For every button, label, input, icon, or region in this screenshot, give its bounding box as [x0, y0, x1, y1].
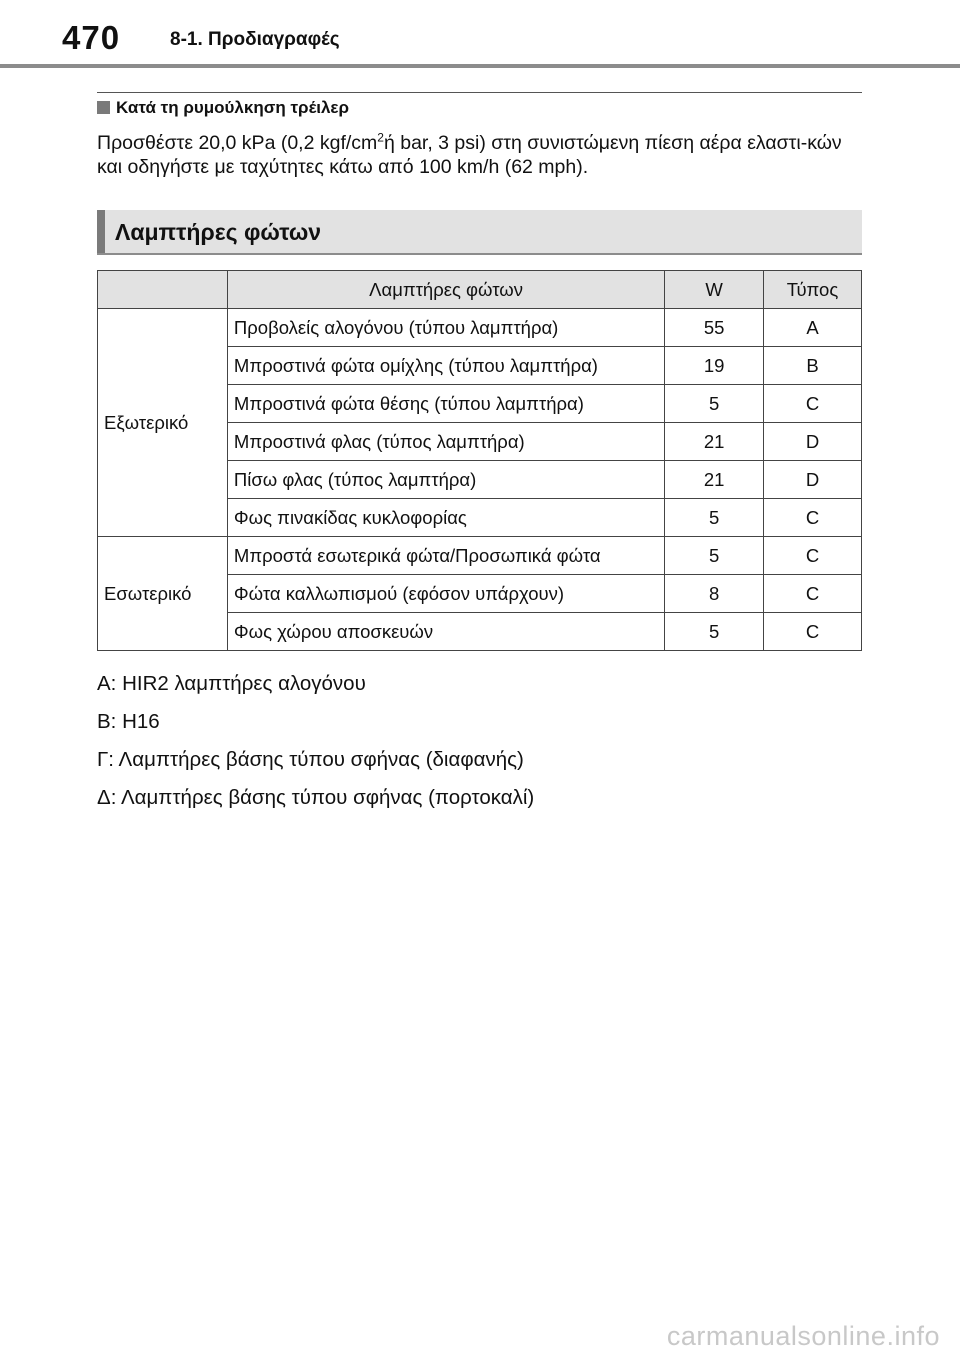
type-cell: D: [764, 423, 862, 461]
bulbs-table: [97, 270, 862, 651]
watts-cell: 5: [665, 385, 764, 423]
header-cell-bulbs: Λαμπτήρες φώτων: [227, 271, 664, 309]
type-cell: D: [764, 461, 862, 499]
subsection-heading: [97, 97, 349, 119]
note-d: Δ: Λαμπτήρες βάσης τύπου σφήνας (πορτοκαλί): [97, 786, 535, 809]
square-bullet-icon: [97, 101, 110, 114]
section-title: 8-1. Προδιαγραφές: [170, 29, 340, 50]
table-row: [98, 309, 862, 347]
type-cell: C: [764, 575, 862, 613]
table-header-row: [98, 271, 862, 309]
subsection-rule: [97, 92, 862, 93]
header-cell-watts: W: [665, 271, 764, 309]
bulb-name-cell: Φως πινακίδας κυκλοφορίας: [227, 499, 664, 537]
type-cell: C: [764, 385, 862, 423]
watts-cell: 21: [665, 461, 764, 499]
bulb-name-cell: Μπροστινά φλας (τύπος λαμπτήρα): [227, 423, 664, 461]
note-c: Γ: Λαμπτήρες βάσης τύπου σφήνας (διαφανής): [97, 748, 524, 771]
note-a: A: HIR2 λαμπτήρες αλογόνου: [97, 672, 366, 695]
watts-cell: 5: [665, 537, 764, 575]
watts-cell: 21: [665, 423, 764, 461]
header-cell-empty: [98, 271, 228, 309]
banner-title: Λαμπτήρες φώτων: [115, 219, 322, 245]
bulb-name-cell: Μπροστινά φώτα θέσης (τύπου λαμπτήρα): [227, 385, 664, 423]
bulb-name-cell: Φως χώρου αποσκευών: [227, 613, 664, 651]
bulb-name-cell: Πίσω φλας (τύπος λαμπτήρα): [227, 461, 664, 499]
location-cell: Εξωτερικό: [98, 309, 228, 537]
watts-cell: 8: [665, 575, 764, 613]
location-cell: Εσωτερικό: [98, 537, 228, 651]
subsection-heading-text: Κατά τη ρυμούλκηση τρέιλερ: [116, 98, 350, 117]
type-cell: C: [764, 499, 862, 537]
note-b: B: H16: [97, 710, 160, 733]
watts-cell: 19: [665, 347, 764, 385]
type-cell: B: [764, 347, 862, 385]
bulb-name-cell: Μπροστινά φώτα ομίχλης (τύπου λαμπτήρα): [227, 347, 664, 385]
type-cell: C: [764, 537, 862, 575]
page-number: 470: [62, 19, 121, 56]
paragraph-text-start: Προσθέστε 20,0 kPa (0,2 kgf/cm: [97, 132, 378, 154]
watts-cell: 5: [665, 613, 764, 651]
superscript-2: 2: [377, 130, 384, 145]
type-cell: C: [764, 613, 862, 651]
header-cell-type: Τύπος: [764, 271, 862, 309]
header-rule: [0, 64, 960, 68]
paragraph-text-end: ή bar, 3 psi) στη συνιστώμενη πίεση αέρα ελαστι-κών και οδηγήστε με ταχύτητες κάτω από 100 km/h (62 mph).: [97, 132, 842, 178]
bulb-name-cell: Προβολείς αλογόνου (τύπου λαμπτήρα): [227, 309, 664, 347]
watermark: carmanualsonline.info: [666, 1321, 940, 1351]
trailer-paragraph: [97, 131, 865, 179]
bulbs-banner: [97, 210, 862, 255]
table-row: [98, 537, 862, 575]
watts-cell: 55: [665, 309, 764, 347]
bulb-name-cell: Φώτα καλλωπισμού (εφόσον υπάρχουν): [227, 575, 664, 613]
bulb-type-notes: [97, 671, 862, 823]
type-cell: A: [764, 309, 862, 347]
bulb-name-cell: Μπροστά εσωτερικά φώτα/Προσωπικά φώτα: [227, 537, 664, 575]
watts-cell: 5: [665, 499, 764, 537]
banner-accent-bar: [97, 210, 105, 253]
